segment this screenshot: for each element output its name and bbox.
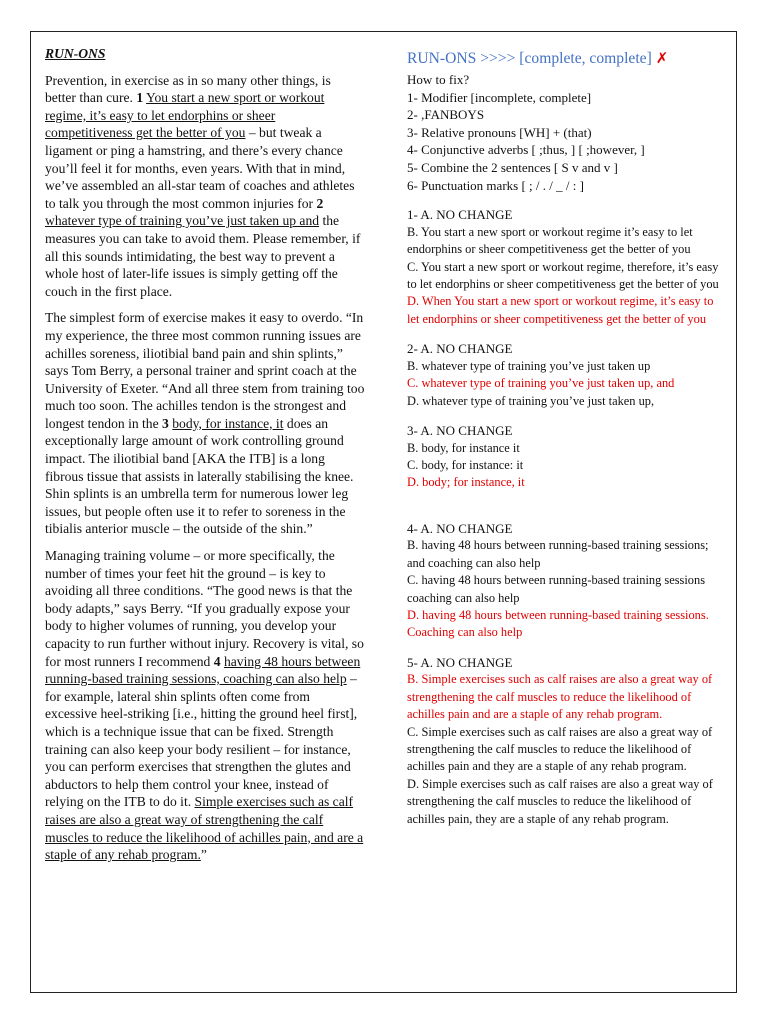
passage-paragraph-2 [45, 309, 365, 538]
answer-option: B. whatever type of training you’ve just taken up [407, 358, 651, 373]
question-heading: 3- A. NO CHANGE [407, 423, 513, 438]
fix-tip: 6- Punctuation marks [ ; / . / _ / : ] [407, 177, 584, 193]
passage-text: Prevention, in exercise as in so many other things, is better than cure. [45, 72, 331, 106]
page-title: RUN-ONS [45, 46, 106, 61]
answer-option: C. Simple exercises such as calf raises are also a great way of strengthening the calf muscles to reduce the likelihood of achilles pain and they are a staple of any rehab program. [407, 724, 713, 774]
question-number: 3 [162, 415, 169, 431]
passage-text: – but tweak a ligament or ping a hamstring, and there’s every chance you’ll feel it for months, even years. With that in mind, we’ve assembled an all-star team of coaches and athletes to talk you through the most common injuries for [45, 125, 355, 211]
question-number: 4 [213, 653, 221, 669]
passage-column [45, 45, 365, 873]
question-block [407, 206, 721, 328]
fix-tip: 2- ,FANBOYS [407, 107, 485, 123]
fix-tips-list [407, 89, 721, 195]
fix-tip: 3- Relative pronouns [WH] + (that) [407, 124, 592, 140]
question-heading: 2- A. NO CHANGE [407, 341, 513, 357]
answer-option: D. Simple exercises such as calf raises are also a great way of strengthening the calf muscles to reduce the likelihood of achilles pain, they are a staple of any rehab program. [407, 776, 713, 826]
underlined-portion-5: Simple exercises such as calf raises are also a great way of strengthening the calf muscles to reduce the likelihood of achilles pain, and are a staple of any rehab program. [45, 794, 364, 863]
answer-option-correct: B. Simple exercises such as calf raises are also a great way of strengthening the calf muscles to reduce the likelihood of achilles pain and are a staple of any rehab program. [407, 672, 713, 722]
answer-option-correct: D. body; for instance, it [407, 475, 525, 490]
passage-text: does an exceptionally large amount of work controlling ground impact. The iliotibial band [AKA the ITB] is a long fibrous tissue that assists in laterally stabilising the knee. Shin splints is an umbrella term for numerous lower leg issues, but people often use it to refer to soreness in the tibialis anterior muscle – the outside of the shin.” [45, 415, 354, 537]
underlined-portion-3: body, for instance, it [172, 415, 284, 431]
answer-option: B. body, for instance it [407, 440, 520, 455]
answer-option: B. having 48 hours between running-based training sessions; and coaching can also help [407, 538, 709, 570]
question-block [407, 340, 721, 410]
guide-title-text: RUN-ONS >>>> [complete, complete] [407, 50, 652, 67]
question-block [407, 520, 721, 642]
answer-option: D. whatever type of training you’ve just taken up, [407, 393, 655, 408]
answer-option: C. having 48 hours between running-based training sessions coaching can also help [407, 573, 706, 605]
passage-text: the measures you can take to avoid them. Please remember, if all this sounds intimidating, the best way to prevent a whole host of later-life issues is simply getting off the couch in the first place. [45, 213, 361, 299]
fix-tip: 1- Modifier [incomplete, complete] [407, 89, 592, 105]
question-number: 1 [136, 90, 144, 106]
passage-paragraph-3 [45, 547, 365, 864]
passage-text: The simplest form of exercise makes it easy to overdo. “In my experience, the three most common running issues are achilles soreness, iliotibial band pain and shin splints,” says Tom Berry, a personal trainer and sprint coach at the University of Exeter. “And all three stem from training too much too soon. The achilles tendon is the strongest and longest tendon in the [45, 310, 365, 431]
question-list [407, 206, 721, 828]
answer-option-correct: D. When You start a new sport or workout regime, it’s easy to let endorphins or sheer competitiveness get the better of you [407, 294, 714, 326]
guide-title [407, 46, 721, 71]
answer-option-correct: D. having 48 hours between running-based training sessions. Coaching can also help [407, 608, 709, 640]
question-heading: 5- A. NO CHANGE [407, 654, 513, 670]
underlined-portion-4: having 48 hours between running-based training sessions, coaching can also help [45, 653, 361, 687]
question-heading: 4- A. NO CHANGE [407, 520, 513, 536]
underlined-portion-2: whatever type of training you’ve just taken up and [45, 213, 320, 229]
passage-paragraph-1 [45, 72, 365, 301]
question-block [407, 654, 721, 828]
underlined-portion-1: You start a new sport or workout regime, it’s easy to let endorphins or sheer competitiveness get the better of you [45, 90, 325, 141]
answer-option-correct: C. whatever type of training you’ve just taken up, and [407, 376, 675, 391]
x-mark-icon: ✗ [655, 49, 669, 67]
answer-option: C. body, for instance: it [407, 458, 524, 472]
question-number: 2 [316, 195, 324, 211]
passage-text: Managing training volume – or more specifically, the number of times your feet hit the ground – is key to avoiding all three conditions. “The good news is that the body adapts,” says Berry. “If you gradually expose your body to higher volumes of running, you develop your capacity to run further without injury. Recovery is vital, so for most runners I recommend [45, 548, 364, 669]
passage-text: – for example, lateral shin splints often come from excessive heel-striking [i.e., hitting the ground heel first], which is a technique issue that can be fixed. Strength training can also keep your body resilient – for instance, you can perform exercises that strengthen the glutes and abductors to help them control your knee, instead of relying on the ITB to do it. [45, 671, 358, 810]
how-to-fix-heading: How to fix? [407, 72, 470, 87]
fix-tip: 5- Combine the 2 sentences [ S v and v ] [407, 159, 618, 175]
answer-option: B. You start a new sport or workout regime it’s easy to let endorphins or sheer competitiveness get the better of you [407, 224, 693, 257]
answer-option: C. You start a new sport or workout regime, therefore, it’s easy to let endorphins or sheer competitiveness get the better of you [407, 259, 719, 291]
passage-text: ” [200, 847, 207, 863]
question-block [407, 422, 721, 492]
fix-tip: 4- Conjunctive adverbs [ ;thus, ] [ ;however, ] [407, 142, 645, 158]
answer-column [407, 46, 721, 828]
question-heading: 1- A. NO CHANGE [407, 207, 513, 223]
